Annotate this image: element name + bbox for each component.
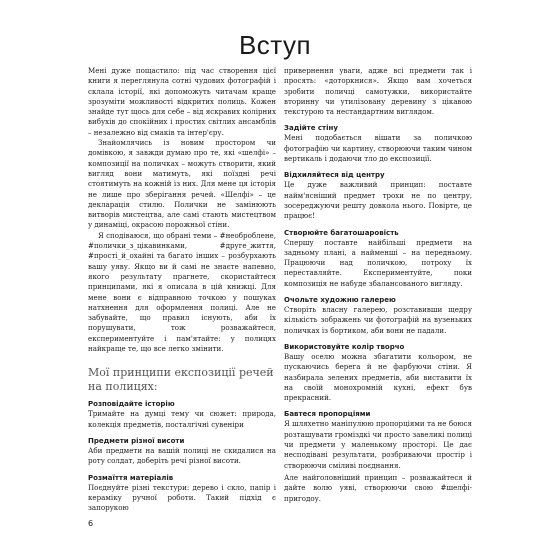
intro-paragraph-3: Я сподіваюся, що обрані теми – #необроблене, #полички_з_цікавинками, #друге_життя, #прості_й_охайні та багато інших – розбурхають вашу уяву. Якщо ви й самі не знаєте напевно, якого результату прагнете, скористайтеся принципами, які я описала в цій книжці. Для мене вони є відправною точкою у пошуках натхнення для оформлення полиці. Але не забувайте, що правил існують, аби їх порушувати, тож розважайтеся, експериментуйте і пам'ятайте: у полицях найкраще те, що все легко змінити. bbox=[88, 230, 276, 354]
principle-text: Тримайте на думці тему чи сюжет: природа, колекція предметів, посталгічні сувеніри bbox=[88, 409, 276, 429]
principle-title: Використовуйте колір творчо bbox=[284, 342, 405, 351]
principle-title: Створюйте багатошаровість bbox=[284, 228, 399, 237]
intro-paragraph-2: Знайомлячись із новим простором чи домівкою, я завжди думаю про те, які «шелфі» – композиції на поличках – можуть створити, який вигляд вони матимуть, які поїздні речі стоятимуть на кожній із них. Для мене ця історія не лише про зберігання речей. «Шелфі» – це декларація стилю. Полички не замінюють витворів мистецтва, але самі стають мистецтвом у динаміці, окрасою порожньої стіни. bbox=[88, 138, 276, 230]
principle-text: Поєднуйте різні текстури: дерево і скло, папір і кераміку ручної роботи. Такий підхід є запорукою bbox=[88, 482, 276, 513]
page-number: 6 bbox=[88, 519, 94, 528]
principle-title: Бавтеся пропорціями bbox=[284, 410, 371, 419]
intro-paragraph-1: Мені дуже пощастило: під час створення цієї книги я переглянула сотні чудових фотографій і склала історії, які допоможуть читачам краще зрозуміти можливості відкритих полиць. Кожен знайде тут щось для себе – від яскравих колірних вибухів до спокійних і простих світлих ансамблів – незалежно від смаків та інтер'єру. bbox=[88, 66, 276, 137]
closing-paragraph: Але найголовніший принцип – розважайтеся й дайте волю уяві, створюючи свою #шелфі-пригодоу. bbox=[284, 472, 472, 503]
principles-heading: Мої принципи експозиції речей на полицях: bbox=[88, 366, 274, 393]
principle-text: Аби предмети на вашій полиці не скидалися на роту солдат, доберіть речі різної висоти. bbox=[88, 445, 276, 466]
principle-text: Спершу поставте найбільші предмети на задньому плані, а найменші – на передньому. Працюючи над поличкою, потроху їх переставляйте. Експериментуйте, поки композиція не набуде збалансованого вигляду. bbox=[284, 237, 472, 288]
principle-title: Розмаїття матеріалів bbox=[88, 473, 174, 482]
principle-title: Відхиляйтеся від центру bbox=[284, 171, 385, 180]
left-column bbox=[88, 66, 276, 513]
principle-text: Я шляхетно маніпулюю пропорціями та не боюся розташувати громіздкі чи просто завеликі полиці чи предмети у маленькому просторі. Це дає несподівані результати, розбриваючи простір і створюючи сміливі поєднання. bbox=[284, 419, 472, 470]
page-title: Вступ bbox=[238, 30, 312, 60]
principle-text: Це дуже важливий принцип: поставте найм'ясніший предмет трохи не по центру, зосереджуючи решту довкола нього. Повірте, це працює! bbox=[284, 180, 472, 221]
principle-title: Предмети різної висоти bbox=[88, 436, 185, 445]
continuation-paragraph: привернення уваги, адже всі предмети так і просять: «доторкнися». Якщо вам хочеться зробити поличці самотужки, використайте вторинну чи утилізовану деревину з цікавою текстурою та нестандартним виглядом. bbox=[284, 66, 472, 117]
principle-text: Мені подобається вішати за поличкою фотографію чи картину, створюючи таким чином вертикаль і додаючи тло до експозиції. bbox=[284, 133, 472, 164]
principle-title: Розповідайте історію bbox=[88, 400, 175, 409]
right-column bbox=[284, 66, 472, 504]
principle-title: Задійте стіну bbox=[284, 124, 338, 133]
principle-text: Вашу оселю можна збагатити кольором, не пускаючись берега й не фарбуючи стіни. Я назбирала зелених предметів, аби виставити їх на своїй монохромній кухні, ефект був прекрасний. bbox=[284, 351, 472, 403]
principle-text: Створіть власну галерею, розставивши щедру кількість зображень чи фотографій на вузеньких поличках із бортиком, аби вони не падали. bbox=[284, 305, 472, 335]
principle-title: Очольте художню галерею bbox=[284, 296, 396, 305]
